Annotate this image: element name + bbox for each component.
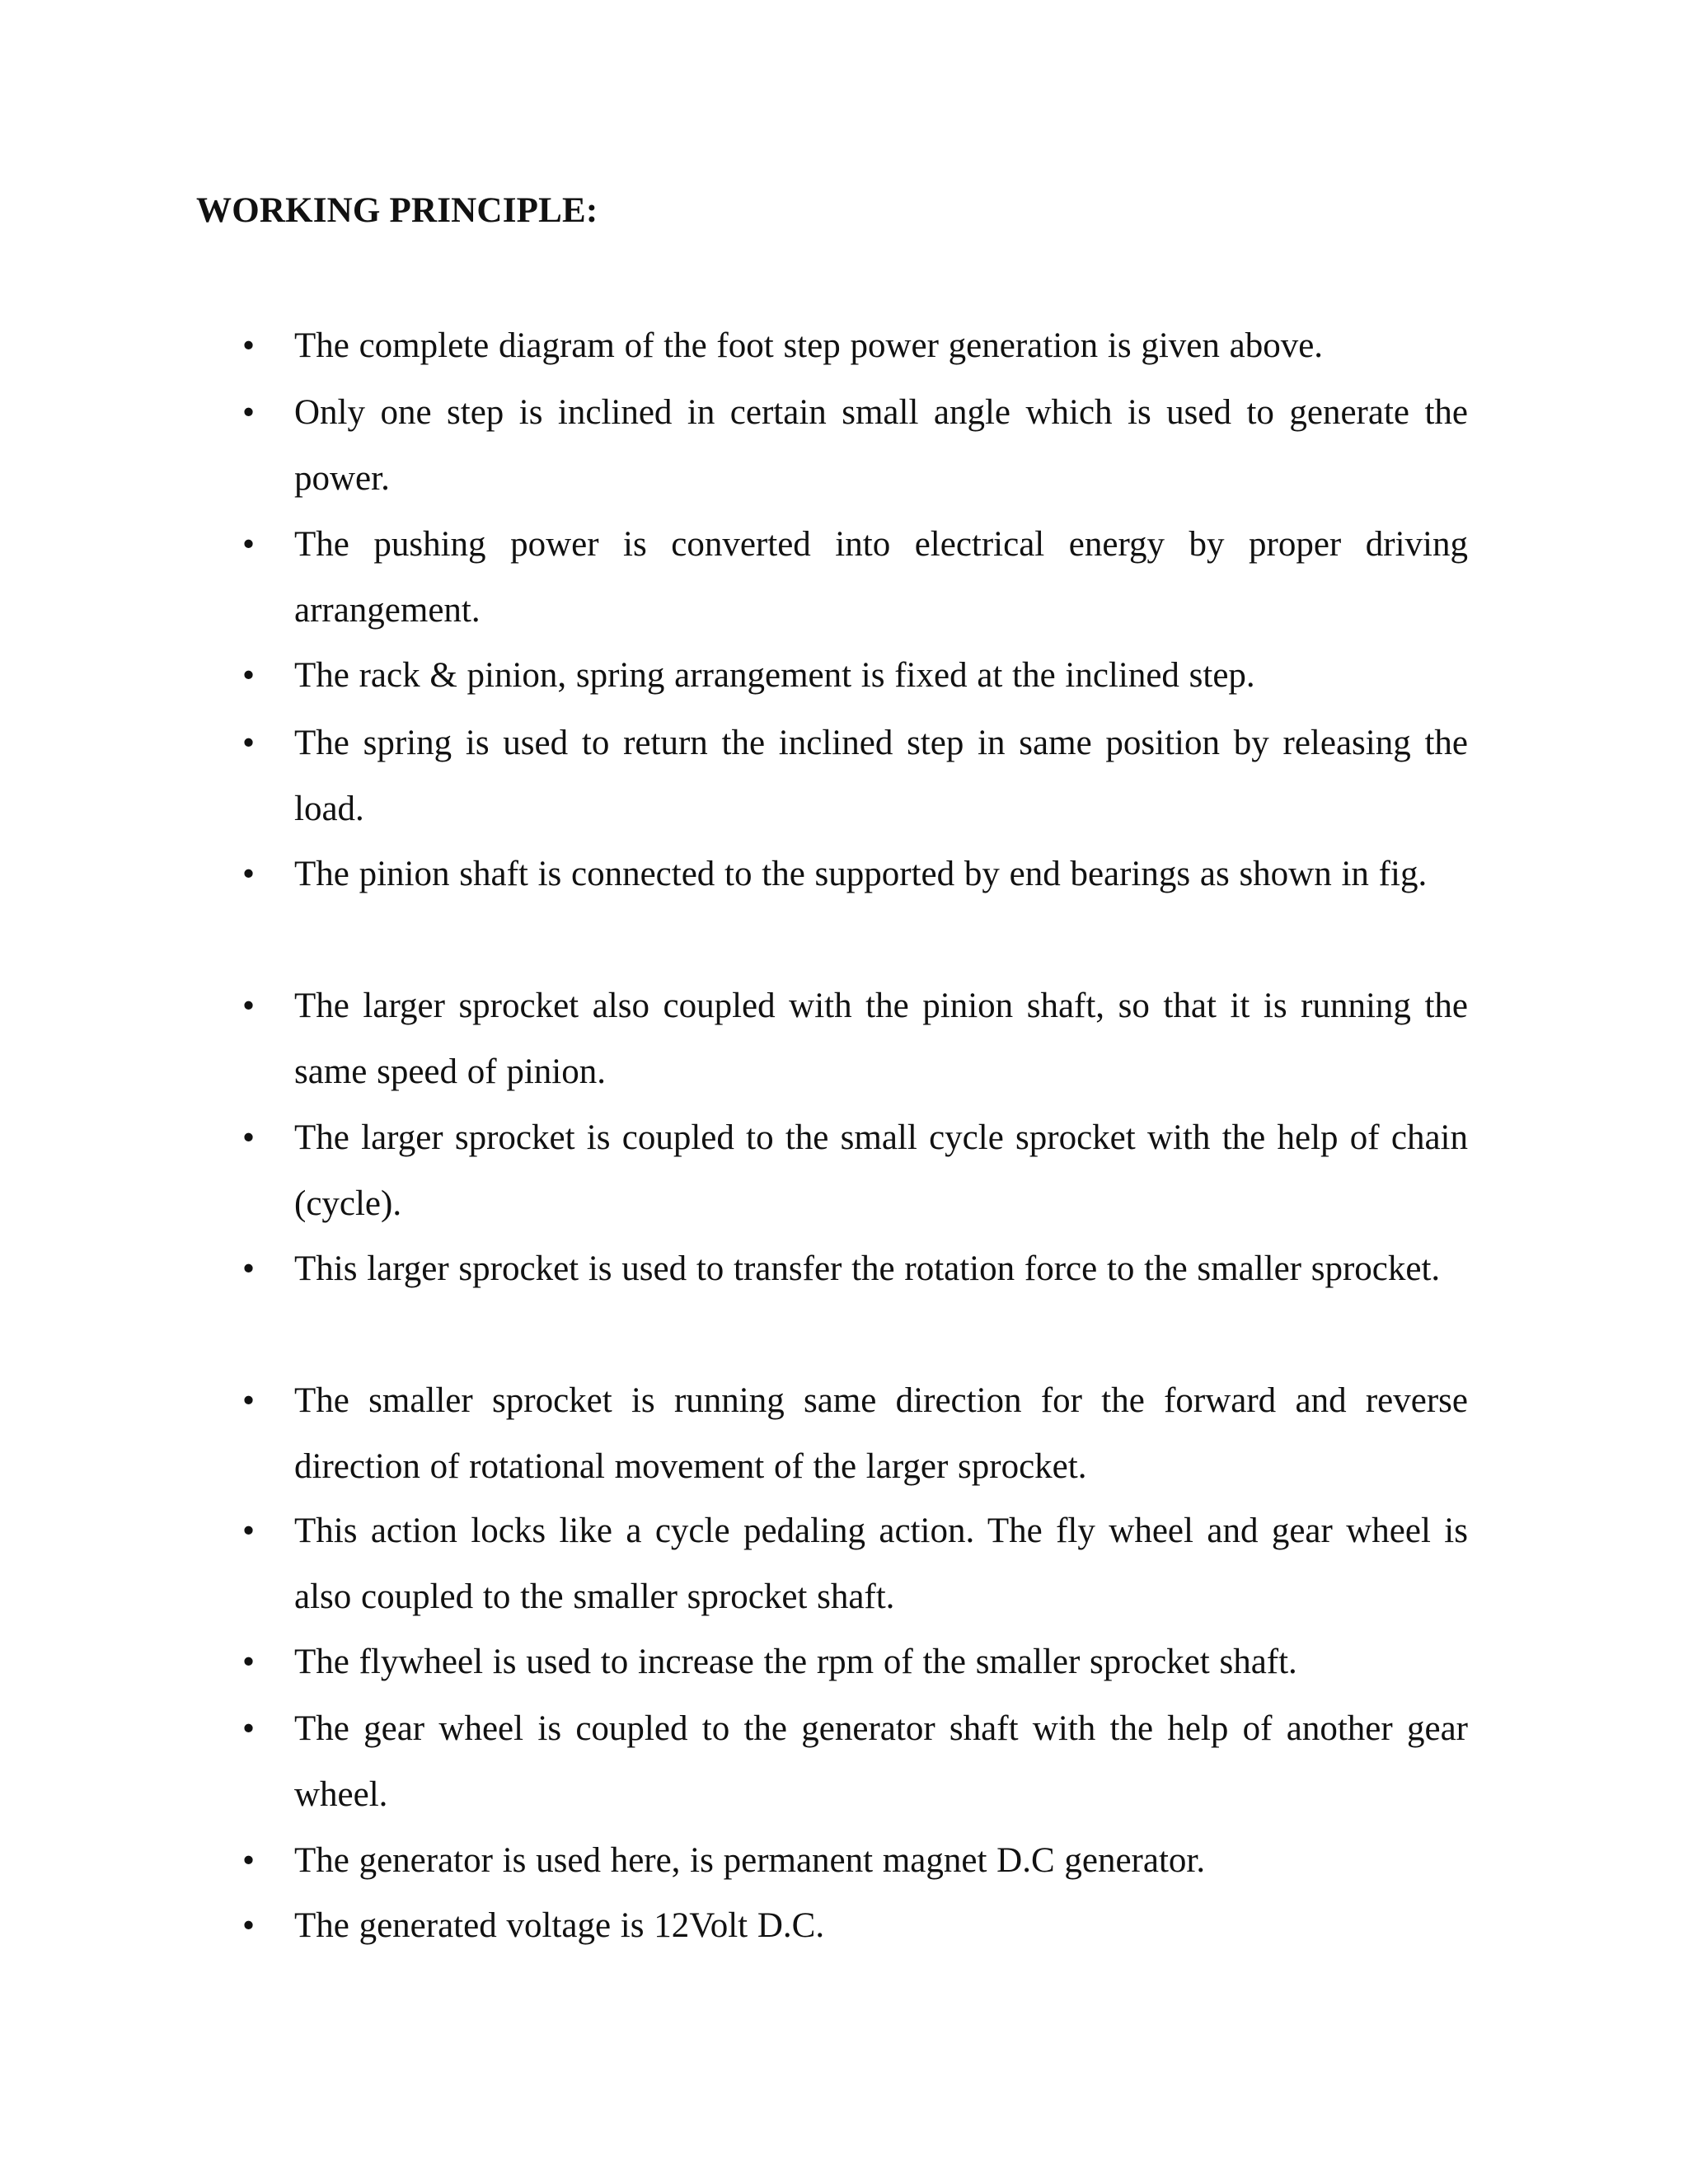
list-item-text: The pinion shaft is connected to the supported by end bearings as shown in fig. (294, 855, 1428, 893)
list-item-text: The generator is used here, is permanent magnet D.C generator. (294, 1841, 1206, 1880)
bullet-icon: • (242, 1643, 256, 1681)
list-item-text: The rack & pinion, spring arrangement is fixed at the inclined step. (294, 656, 1255, 695)
list-item-text: The gear wheel is coupled to the generator shaft with the help of another gear wheel. (294, 1709, 1468, 1814)
bullet-icon: • (242, 1906, 256, 1945)
bullet-icon: • (242, 724, 256, 762)
list-item-text: The complete diagram of the foot step power generation is given above. (294, 326, 1324, 365)
list-item-text: This larger sprocket is used to transfer the rotation force to the smaller sprocket. (294, 1249, 1441, 1288)
list-item-text: The smaller sprocket is running same direction for the forward and reverse direction of rotational movement of the larger sprocket. (294, 1381, 1468, 1486)
page-heading: WORKING PRINCIPLE: (196, 191, 598, 230)
list-item-text: The larger sprocket is coupled to the small cycle sprocket with the help of chain (cycle). (294, 1118, 1468, 1223)
bullet-icon: • (242, 393, 256, 432)
bullet-icon: • (242, 1511, 256, 1550)
list-item-text: The pushing power is converted into electrical energy by proper driving arrangement. (294, 525, 1468, 630)
bullet-icon: • (242, 855, 256, 893)
list-item-text: This action locks like a cycle pedaling action. The fly wheel and gear wheel is also coupled to the smaller sprocket shaft. (294, 1511, 1468, 1616)
list-item-text: Only one step is inclined in certain small angle which is used to generate the power. (294, 393, 1468, 498)
bullet-icon: • (242, 1709, 256, 1748)
list-item-text: The flywheel is used to increase the rpm of the smaller sprocket shaft. (294, 1643, 1297, 1681)
bullet-icon: • (242, 326, 256, 365)
list-item-text: The larger sprocket also coupled with the pinion shaft, so that it is running the same speed of pinion. (294, 987, 1468, 1091)
bullet-icon: • (242, 1118, 256, 1157)
bullet-icon: • (242, 525, 256, 564)
bullet-icon: • (242, 987, 256, 1025)
bullet-icon: • (242, 1381, 256, 1420)
list-item-text: The spring is used to return the inclined step in same position by releasing the load. (294, 724, 1468, 828)
bullet-icon: • (242, 1249, 256, 1288)
list-item-text: The generated voltage is 12Volt D.C. (294, 1906, 825, 1945)
bullet-icon: • (242, 1841, 256, 1880)
bullet-icon: • (242, 656, 256, 695)
